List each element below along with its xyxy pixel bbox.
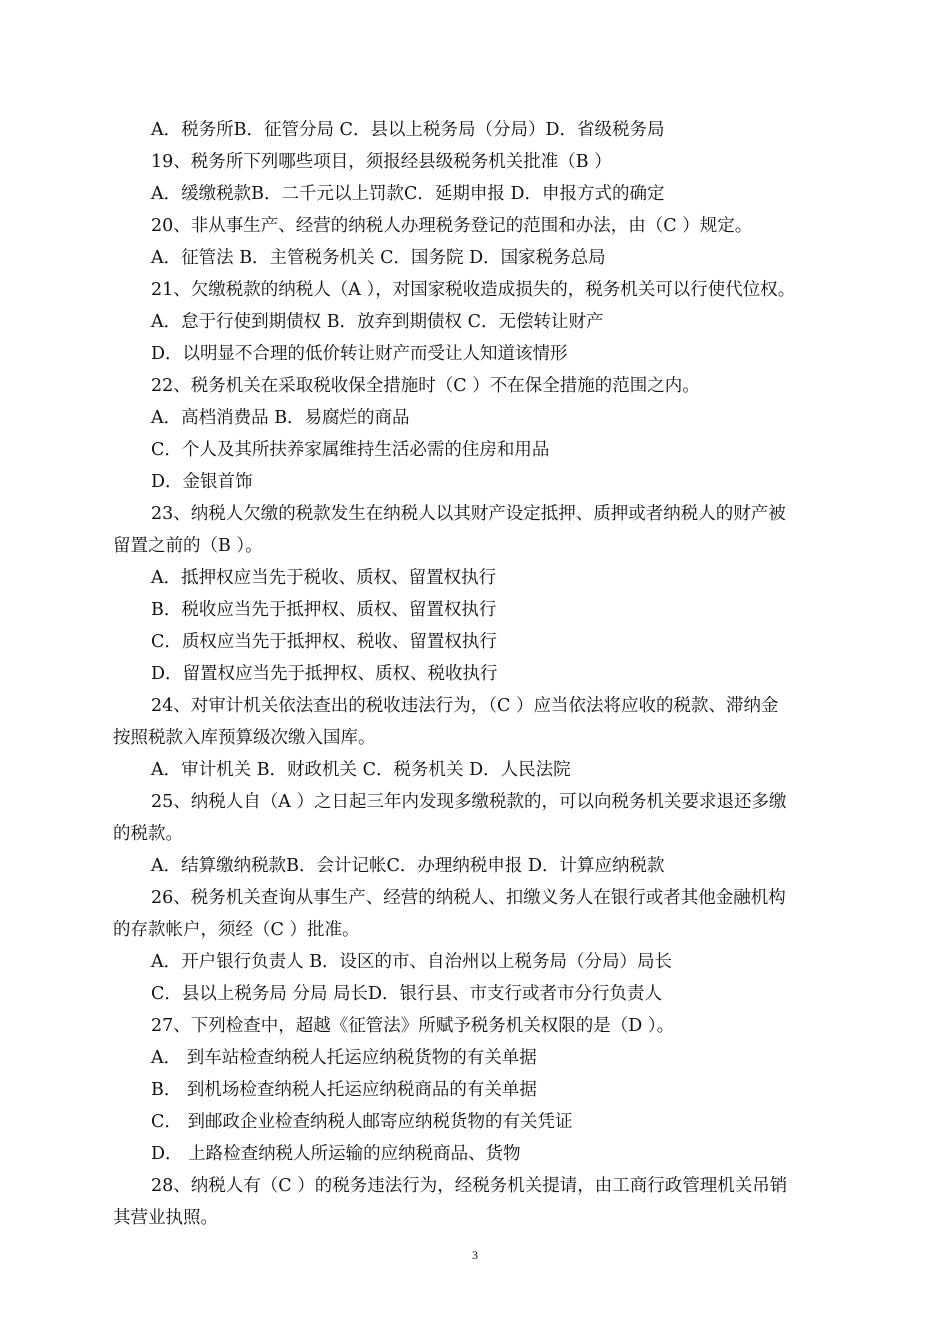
option-text: C．个人及其所扶养家属维持生活必需的住房和用品 [151,440,550,460]
question-text: 22、税务机关在采取税收保全措施时（C ）不在保全措施的范围之内。 [151,376,700,396]
option-text: A． 到车站检查纳税人托运应纳税货物的有关单据 [151,1048,537,1068]
question-text: 19、税务所下列哪些项目，须报经县级税务机关批准（B ） [151,152,612,172]
option-text: A．怠于行使到期债权 B．放弃到期债权 C．无偿转让财产 [151,312,604,332]
option-text: D．金银首饰 [151,472,253,492]
option-text: A．高档消费品 B．易腐烂的商品 [151,408,410,428]
question-text: 28、纳税人有（C ）的税务违法行为，经税务机关提请，由工商行政管理机关吊销 [151,1176,788,1196]
question-continuation: 留置之前的（B ）。 [113,536,263,556]
question-text: 21、欠缴税款的纳税人（A ），对国家税收造成损失的，税务机关可以行使代位权。 [151,280,796,300]
question-text: 26、税务机关查询从事生产、经营的纳税人、扣缴义务人在银行或者其他金融机构 [151,888,786,908]
option-text: C． 到邮政企业检查纳税人邮寄应纳税货物的有关凭证 [151,1112,573,1132]
option-text: A．征管法 B．主管税务机关 C．国务院 D．国家税务总局 [151,248,606,268]
option-text: A．抵押权应当先于税收、质权、留置权执行 [151,568,497,588]
option-text: B．税收应当先于抵押权、质权、留置权执行 [151,600,497,620]
option-text: A．审计机关 B．财政机关 C．税务机关 D．人民法院 [151,760,571,780]
question-continuation: 其营业执照。 [113,1208,218,1228]
page-number: 3 [472,1248,478,1262]
question-text: 23、纳税人欠缴的税款发生在纳税人以其财产设定抵押、质押或者纳税人的财产被 [151,504,786,524]
question-continuation: 的存款帐户，须经（C ）批准。 [113,920,360,940]
document-body [113,114,843,1234]
question-text: 25、纳税人自（A ）之日起三年内发现多缴税款的，可以向税务机关要求退还多缴 [151,792,787,812]
option-text: A．开户银行负责人 B．设区的市、自治州以上税务局（分局）局长 [151,952,673,972]
option-text: A．缓缴税款B．二千元以上罚款C．延期申报 D．申报方式的确定 [151,184,665,204]
option-text: D．留置权应当先于抵押权、质权、税收执行 [151,664,498,684]
question-text: 27、下列检查中，超越《征管法》所赋予税务机关权限的是（D ）。 [151,1016,675,1036]
option-text: C．县以上税务局 分局 局长D．银行县、市支行或者市分行负责人 [151,984,663,1004]
question-continuation: 的税款。 [113,824,183,844]
option-text: D．以明显不合理的低价转让财产而受让人知道该情形 [151,344,568,364]
option-text: A．税务所B．征管分局 C．县以上税务局（分局）D．省级税务局 [151,120,665,140]
question-text: 24、对审计机关依法查出的税收违法行为，（C ）应当依法将应收的税款、滞纳金 [151,696,779,716]
option-text: C．质权应当先于抵押权、税收、留置权执行 [151,632,497,652]
option-text: D． 上路检查纳税人所运输的应纳税商品、货物 [151,1144,521,1164]
option-text: B． 到机场检查纳税人托运应纳税商品的有关单据 [151,1080,537,1100]
question-continuation: 按照税款入库预算级次缴入国库。 [113,728,376,748]
question-text: 20、非从事生产、经营的纳税人办理税务登记的范围和办法，由（C ）规定。 [151,216,753,236]
option-text: A．结算缴纳税款B．会计记帐C．办理纳税申报 D．计算应纳税款 [151,856,665,876]
